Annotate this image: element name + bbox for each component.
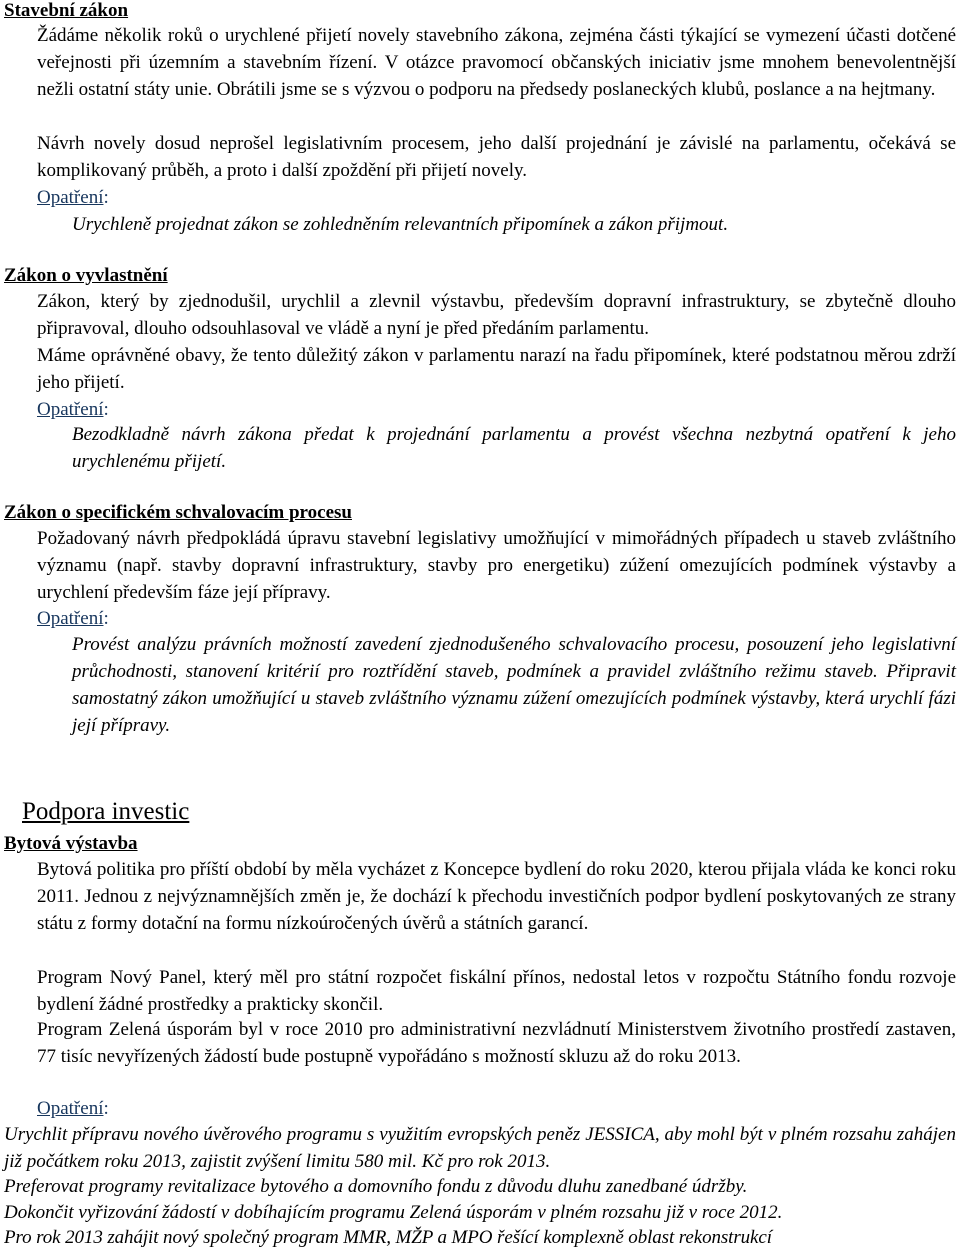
opatreni-vyvlastneni: Bezodkladně návrh zákona předat k projednání parlamentu a provést všechna nezbytná opatření k jeho urychlenému přijetí. (72, 424, 956, 472)
opatreni-label: Opatření: (37, 187, 109, 208)
opatreni-label: Opatření: (37, 399, 109, 420)
paragraph-specificky-1: Požadovaný návrh předpokládá úpravu stavební legislativy umožňující v mimořádných případech u staveb zvláštního významu (např. stavby dopravní infrastruktury, stavby pro energetiku) zúžení omezujících podmínek výstavby a urychlení především fáze její přípravy. (37, 528, 956, 603)
heading-specificky-proces: Zákon o specifickém schvalovacím procesu (4, 502, 352, 523)
paragraph-bytova-2: Program Nový Panel, který měl pro státní rozpočet fiskální přínos, nedostal letos v rozpočtu Státního fondu rozvoje bydlení žádné prostředky a prakticky skončil. (37, 967, 956, 1015)
opatreni-bytova-2: Preferovat programy revitalizace bytového a domovního fondu z důvodu dluhu zanedbané údržby. (4, 1176, 748, 1197)
paragraph-stavebni-1: Žádáme několik roků o urychlené přijetí novely stavebního zákona, zejména části týkající se vymezení účasti dotčené veřejnosti při územním a stavebním řízení. V otázce pravomocí občanských iniciativ jsme mnohem benevolentnější nežli ostatní státy unie. Obrátili jsme se s výzvou o podporu na předsedy poslaneckých klubů, poslance a na hejtmany. (37, 25, 956, 100)
opatreni-bytova-4: Pro rok 2013 zahájit nový společný program MMR, MŽP a MPO řešící komplexně oblast rekonstrukcí (4, 1227, 772, 1248)
heading-zakon-o-vyvlastneni: Zákon o vyvlastnění (4, 265, 168, 286)
opatreni-bytova-1: Urychlit přípravu nového úvěrového programu s využitím evropských peněz JESSICA, aby mohl být v plném rozsahu zahájen již počátkem roku 2013, zajistit zvýšení limitu 580 mil. Kč pro rok 2013. (4, 1124, 956, 1172)
paragraph-vyvlastneni-1: Zákon, který by zjednodušil, urychlil a zlevnil výstavbu, především dopravní infrastruktury, se zbytečně dlouho připravoval, dlouho odsouhlasoval ve vládě a nyní je před předáním parlamentu. (37, 291, 956, 339)
section-title-podpora-investic: Podpora investic (22, 798, 190, 825)
opatreni-label: Opatření: (37, 1098, 109, 1119)
opatreni-bytova-3: Dokončit vyřizování žádostí v dobíhajícím programu Zelená úsporám v plném rozsahu již v roce 2012. (4, 1202, 783, 1223)
paragraph-vyvlastneni-2: Máme oprávněné obavy, že tento důležitý zákon v parlamentu narazí na řadu připomínek, které podstatnou měrou zdrží jeho přijetí. (37, 345, 956, 393)
opatreni-specificky: Provést analýzu právních možností zavedení zjednodušeného schvalovacího procesu, posouzení jeho legislativní průchodnosti, stanovení kritérií pro roztřídění staveb, podmínek a pravidel zvláštního režimu staveb. Připravit samostatný zákon umožňující u staveb zvláštního významu zúžení omezujících podmínek výstavby, která urychlí fázi její přípravy. (72, 634, 956, 736)
heading-bytova-vystavba: Bytová výstavba (4, 833, 138, 854)
heading-stavebni-zakon: Stavební zákon (4, 0, 129, 21)
paragraph-bytova-3: Program Zelená úsporám byl v roce 2010 pro administrativní nezvládnutí Ministerstvem životního prostředí zastaven, 77 tisíc nevyřízených žádostí bude postupně vypořádáno s možností skluzu až do roku 2013. (37, 1019, 956, 1067)
paragraph-bytova-1: Bytová politika pro příští období by měla vycházet z Koncepce bydlení do roku 2020, kterou přijala vláda ke konci roku 2011. Jednou z nejvýznamnějších změn je, že dochází k přechodu investičních podpor bydlení poskytovaných ze strany státu z formy dotační na formu nízkoúročených úvěrů a státních garancí. (37, 859, 956, 934)
opatreni-label: Opatření: (37, 608, 109, 629)
paragraph-stavebni-2: Návrh novely dosud neprošel legislativním procesem, jeho další projednání je závislé na parlamentu, očekává se komplikovaný průběh, a proto i další zpoždění při přijetí novely. (37, 133, 956, 181)
opatreni-stavebni: Urychleně projednat zákon se zohledněním relevantních připomínek a zákon přijmout. (72, 214, 729, 235)
